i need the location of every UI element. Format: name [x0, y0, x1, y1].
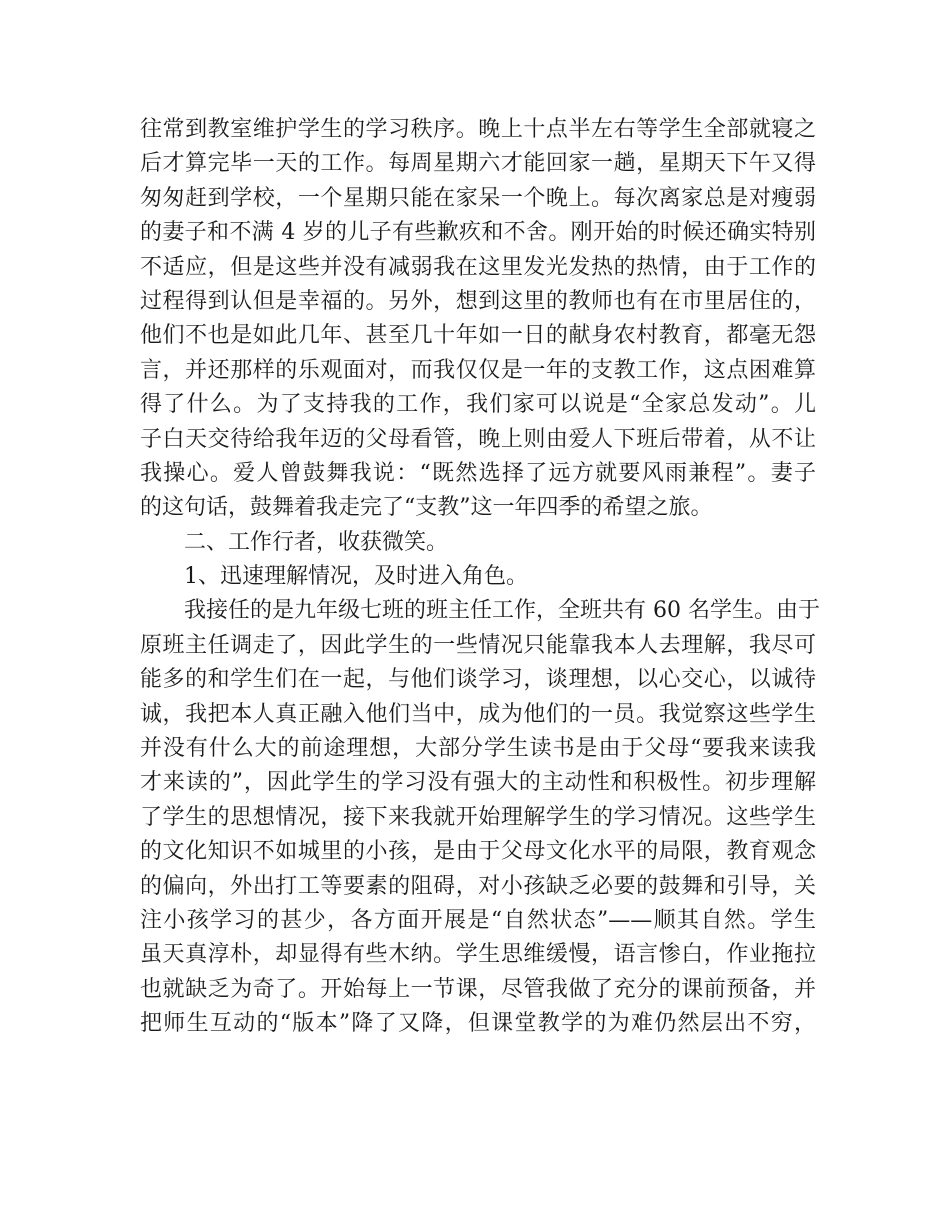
document-body — [140, 113, 820, 1042]
text-line: 他们不也是如此几年、甚至几十年如一日的献身农村教育，都毫无怨 — [140, 323, 816, 349]
text-line: 并没有什么大的前途理想，大部分学生读书是由于父母“要我来读我 — [140, 736, 816, 762]
text-line: 我接任的是九年级七班的班主任工作，全班共有 60 名学生。由于 — [184, 598, 820, 624]
subsection-heading: 1、迅速理解情况，及时进入角色。 — [184, 564, 528, 590]
text-line: 的文化知识不如城里的小孩，是由于父母文化水平的局限，教育观念 — [140, 839, 816, 865]
text-line: 能多的和学生们在一起，与他们谈学习，谈理想，以心交心，以诚待 — [140, 667, 816, 693]
text-line: 不适应，但是这些并没有减弱我在这里发光发热的热情，由于工作的 — [140, 254, 816, 280]
text-line: 原班主任调走了，因此学生的一些情况只能靠我本人去理解，我尽可 — [140, 632, 816, 658]
text-line: 得了什么。为了支持我的工作，我们家可以说是“全家总发动”。儿 — [140, 392, 816, 418]
text-line: 了学生的思想情况，接下来我就开始理解学生的学习情况。这些学生 — [140, 804, 816, 830]
text-line: 言，并还那样的乐观面对，而我仅仅是一年的支教工作，这点困难算 — [140, 357, 816, 383]
text-line: 我操心。爱人曾鼓舞我说：“既然选择了远方就要风雨兼程”。妻子 — [140, 460, 816, 486]
text-line: 的偏向，外出打工等要素的阻碍，对小孩缺乏必要的鼓舞和引导，关 — [140, 873, 816, 899]
text-line: 往常到教室维护学生的学习秩序。晚上十点半左右等学生全部就寝之 — [140, 117, 816, 142]
text-line: 注小孩学习的甚少，各方面开展是“自然状态”——顺其自然。学生 — [140, 907, 816, 933]
text-line: 虽天真淳朴，却显得有些木纳。学生思维缓慢，语言惨白，作业拖拉 — [140, 942, 816, 968]
text-line: 后才算完毕一天的工作。每周星期六才能回家一趟，星期天下午又得 — [140, 151, 816, 177]
text-line: 的这句话，鼓舞着我走完了“支教”这一年四季的希望之旅。 — [140, 495, 713, 521]
section-heading: 二、工作行者，收获微笑。 — [184, 529, 449, 555]
text-line: 才来读的”，因此学生的学习没有强大的主动性和积极性。初步理解 — [140, 770, 816, 796]
text-line: 子白天交待给我年迈的父母看管，晚上则由爱人下班后带着，从不让 — [140, 426, 816, 452]
text-line: 也就缺乏为奇了。开始每上一节课，尽管我做了充分的课前预备，并 — [140, 976, 816, 1002]
text-line: 把师生互动的“版本”降了又降，但课堂教学的为难仍然层出不穷， — [140, 1011, 816, 1037]
text-line: 匆匆赶到学校，一个星期只能在家呆一个晚上。每次离家总是对瘦弱 — [140, 185, 816, 211]
text-line: 的妻子和不满 4 岁的儿子有些歉疚和不舍。刚开始的时候还确实特别 — [140, 220, 816, 246]
text-line: 诚，我把本人真正融入他们当中，成为他们的一员。我觉察这些学生 — [140, 701, 816, 727]
text-line: 过程得到认但是幸福的。另外，想到这里的教师也有在市里居住的， — [140, 288, 816, 314]
